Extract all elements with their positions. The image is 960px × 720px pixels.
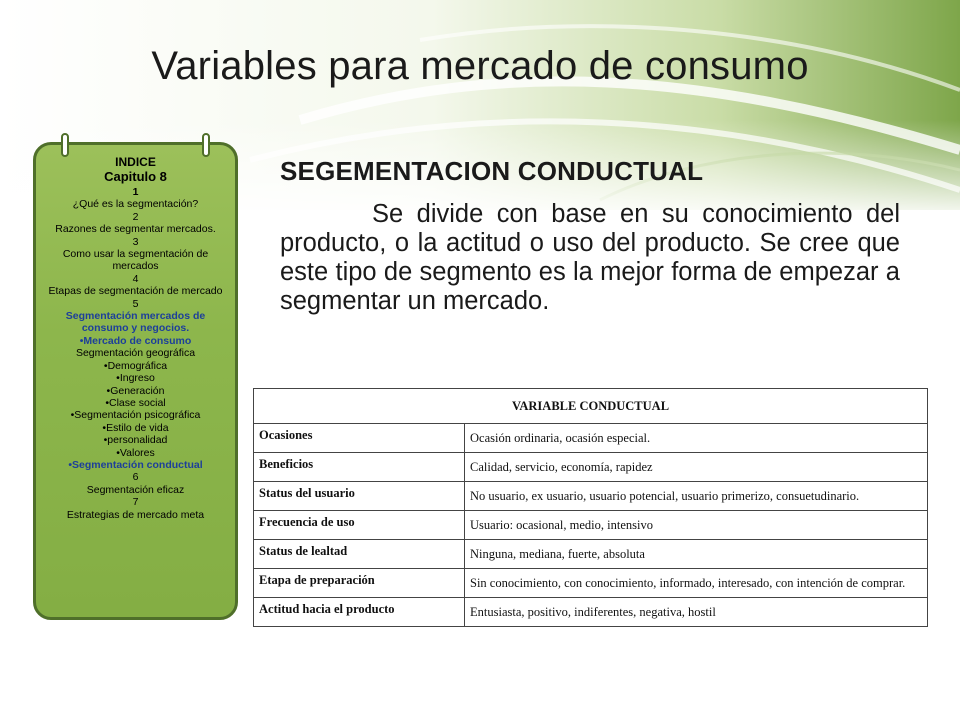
index-item[interactable]: ¿Qué es la segmentación? [72, 198, 199, 211]
row-value: Entusiasta, positivo, indiferentes, negativa, hostil [465, 598, 928, 627]
index-item[interactable]: Segmentación geográfica [75, 347, 196, 360]
index-item[interactable]: 1 [132, 186, 139, 198]
index-item[interactable]: Como usar la segmentación de mercados [62, 248, 209, 273]
row-value: Ninguna, mediana, fuerte, absoluta [465, 540, 928, 569]
index-item[interactable]: 4 [132, 272, 139, 285]
body-paragraph: Se divide con base en su conocimiento del producto, o la actitud o uso del producto. Se cree que este tipo de segmento es la mejor forma de empezar a segmentar un mercado. [280, 200, 900, 315]
row-key: Status de lealtad [254, 540, 465, 569]
section-heading: SEGEMENTACION CONDUCTUAL [280, 156, 704, 186]
index-item[interactable]: 6 [132, 471, 139, 484]
index-item[interactable]: •Segmentación conductual [68, 458, 203, 471]
row-key: Ocasiones [254, 424, 465, 453]
row-value: Sin conocimiento, con conocimiento, informado, interesado, con intención de comprar. [465, 569, 928, 598]
table-row [254, 482, 928, 511]
index-item[interactable]: •Mercado de consumo [79, 334, 192, 347]
table-row [254, 511, 928, 540]
binder-pin-icon [202, 133, 210, 157]
row-value: No usuario, ex usuario, usuario potencial, usuario primerizo, consuetudinario. [465, 482, 928, 511]
row-key: Status del usuario [254, 482, 465, 511]
index-item[interactable]: •Generación [106, 384, 165, 397]
index-item[interactable]: •Valores [116, 446, 155, 459]
index-item[interactable]: Razones de segmentar mercados. [55, 223, 216, 236]
binder-pin-icon [61, 133, 69, 157]
index-item[interactable]: •Demográfica [103, 359, 168, 372]
index-item[interactable]: •Segmentación psicográfica [70, 409, 201, 422]
index-heading: INDICE [115, 155, 156, 169]
table-row [254, 569, 928, 598]
slide-title: Variables para mercado de consumo [151, 44, 809, 88]
variable-table [253, 388, 928, 627]
row-value: Usuario: ocasional, medio, intensivo [465, 511, 928, 540]
row-value: Ocasión ordinaria, ocasión especial. [465, 424, 928, 453]
index-item[interactable]: •Ingreso [116, 372, 155, 385]
row-key: Frecuencia de uso [254, 511, 465, 540]
table-row [254, 540, 928, 569]
index-item[interactable]: 7 [132, 496, 139, 509]
index-chapter: Capitulo 8 [104, 169, 167, 184]
index-item[interactable]: 5 [132, 297, 139, 310]
index-list [36, 185, 235, 521]
table-row [254, 598, 928, 627]
index-item[interactable]: Segmentación eficaz [86, 483, 185, 496]
row-key: Etapa de preparación [254, 569, 465, 598]
index-item[interactable]: Estrategias de mercado meta [66, 508, 205, 521]
index-item[interactable]: 2 [132, 210, 139, 223]
index-item[interactable]: Segmentación mercados de consumo y negocios. [65, 310, 206, 335]
row-value: Calidad, servicio, economía, rapidez [465, 453, 928, 482]
index-panel [33, 142, 238, 620]
row-key: Actitud hacia el producto [254, 598, 465, 627]
table-row [254, 453, 928, 482]
index-item[interactable]: •Clase social [105, 396, 166, 409]
index-item[interactable]: •Estilo de vida [102, 421, 169, 434]
table-header: VARIABLE CONDUCTUAL [254, 389, 928, 424]
table-row [254, 424, 928, 453]
index-item[interactable]: 3 [132, 235, 139, 248]
index-item[interactable]: Etapas de segmentación de mercado [48, 285, 223, 298]
index-item[interactable]: •personalidad [103, 434, 168, 447]
row-key: Beneficios [254, 453, 465, 482]
table-header-row [254, 389, 928, 424]
